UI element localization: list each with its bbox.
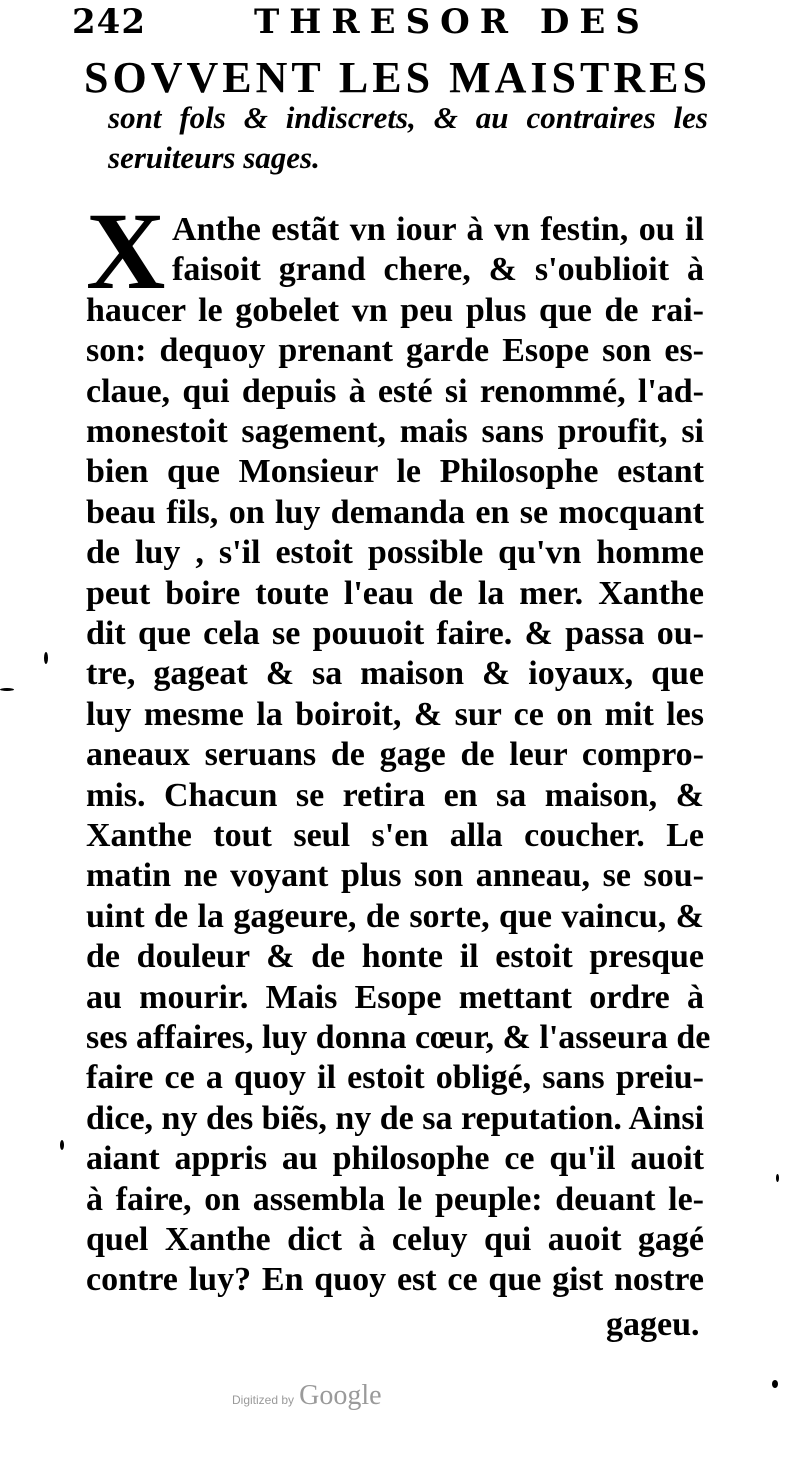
body-line: contre luy? En quoy est ce que gist nostre — [86, 1261, 704, 1298]
chapter-subtitle: sont fols & indiscrets, & au contraires les seruiteurs sages. — [108, 100, 708, 175]
body-line: uint de la gageure, de sorte, que vaincu, & — [86, 898, 704, 935]
body-line: luy mesme la boiroit, & sur ce on mit les — [86, 696, 704, 733]
running-head — [72, 0, 712, 48]
body-line: quel Xanthe dict à celuy qui auoit gagé — [86, 1221, 704, 1258]
body-line: au mourir. Mais Esope mettant ordre à — [86, 979, 704, 1016]
body-line: Anthe estãt vn iour à vn festin, ou il — [172, 211, 704, 248]
page-number: 242 — [72, 2, 146, 42]
body-line: de douleur & de honte il estoit presque — [86, 938, 704, 975]
body-line: claue, qui depuis à esté si renommé, l'ad- — [86, 373, 704, 410]
chapter-title: SOVVENT LES MAISTRES — [84, 53, 711, 102]
body-line: aneaux seruans de gage de leur compro- — [86, 736, 704, 773]
body-line: peut boire toute l'eau de la mer. Xanthe — [86, 575, 704, 612]
body-line: à faire, on assembla le peuple: deuant le- — [86, 1181, 704, 1218]
body-line: monestoit sagement, mais sans proufit, si — [86, 413, 704, 450]
body-line: de luy , s'il estoit possible qu'vn homme — [86, 534, 704, 571]
ink-speck — [0, 688, 14, 691]
body-line: beau fils, on luy demanda en se mocquant — [86, 494, 704, 531]
ink-speck — [44, 652, 48, 664]
body-line: ses affaires, luy donna cœur, & l'asseura de — [86, 1019, 711, 1056]
body-line: Xanthe tout seul s'en alla coucher. Le — [86, 817, 704, 854]
body-line: dit que cela se pouuoit faire. & passa ou- — [86, 615, 704, 652]
body-line: dice, ny des biẽs, ny de sa reputation. Ainsi — [86, 1100, 705, 1137]
body-line: aiant appris au philosophe ce qu'il auoit — [86, 1140, 704, 1177]
body-line: son: dequoy prenant garde Esope son es- — [86, 332, 704, 369]
drop-cap: X — [86, 190, 166, 312]
watermark-prefix: Digitized by — [232, 1393, 295, 1407]
ink-speck — [776, 1174, 779, 1182]
catchword: gageu. — [606, 1306, 700, 1343]
body-line: tre, gageat & sa maison & ioyaux, que — [86, 655, 704, 692]
body-line: faisoit grand chere, & s'oublioit à — [172, 251, 704, 288]
ink-speck — [772, 1380, 778, 1388]
ink-speck — [60, 1140, 64, 1150]
running-title: THRESOR DES — [254, 2, 650, 42]
body-line: mis. Chacun se retira en sa maison, & — [86, 777, 704, 814]
body-line: haucer le gobelet vn peu plus que de rai- — [86, 292, 704, 329]
digitized-watermark — [232, 1380, 382, 1412]
body-line: faire ce a quoy il estoit obligé, sans preiu- — [86, 1059, 704, 1096]
watermark-brand: Google — [299, 1380, 382, 1411]
body-line: matin ne voyant plus son anneau, se sou- — [86, 857, 704, 894]
body-line: bien que Monsieur le Philosophe estant — [86, 453, 704, 490]
